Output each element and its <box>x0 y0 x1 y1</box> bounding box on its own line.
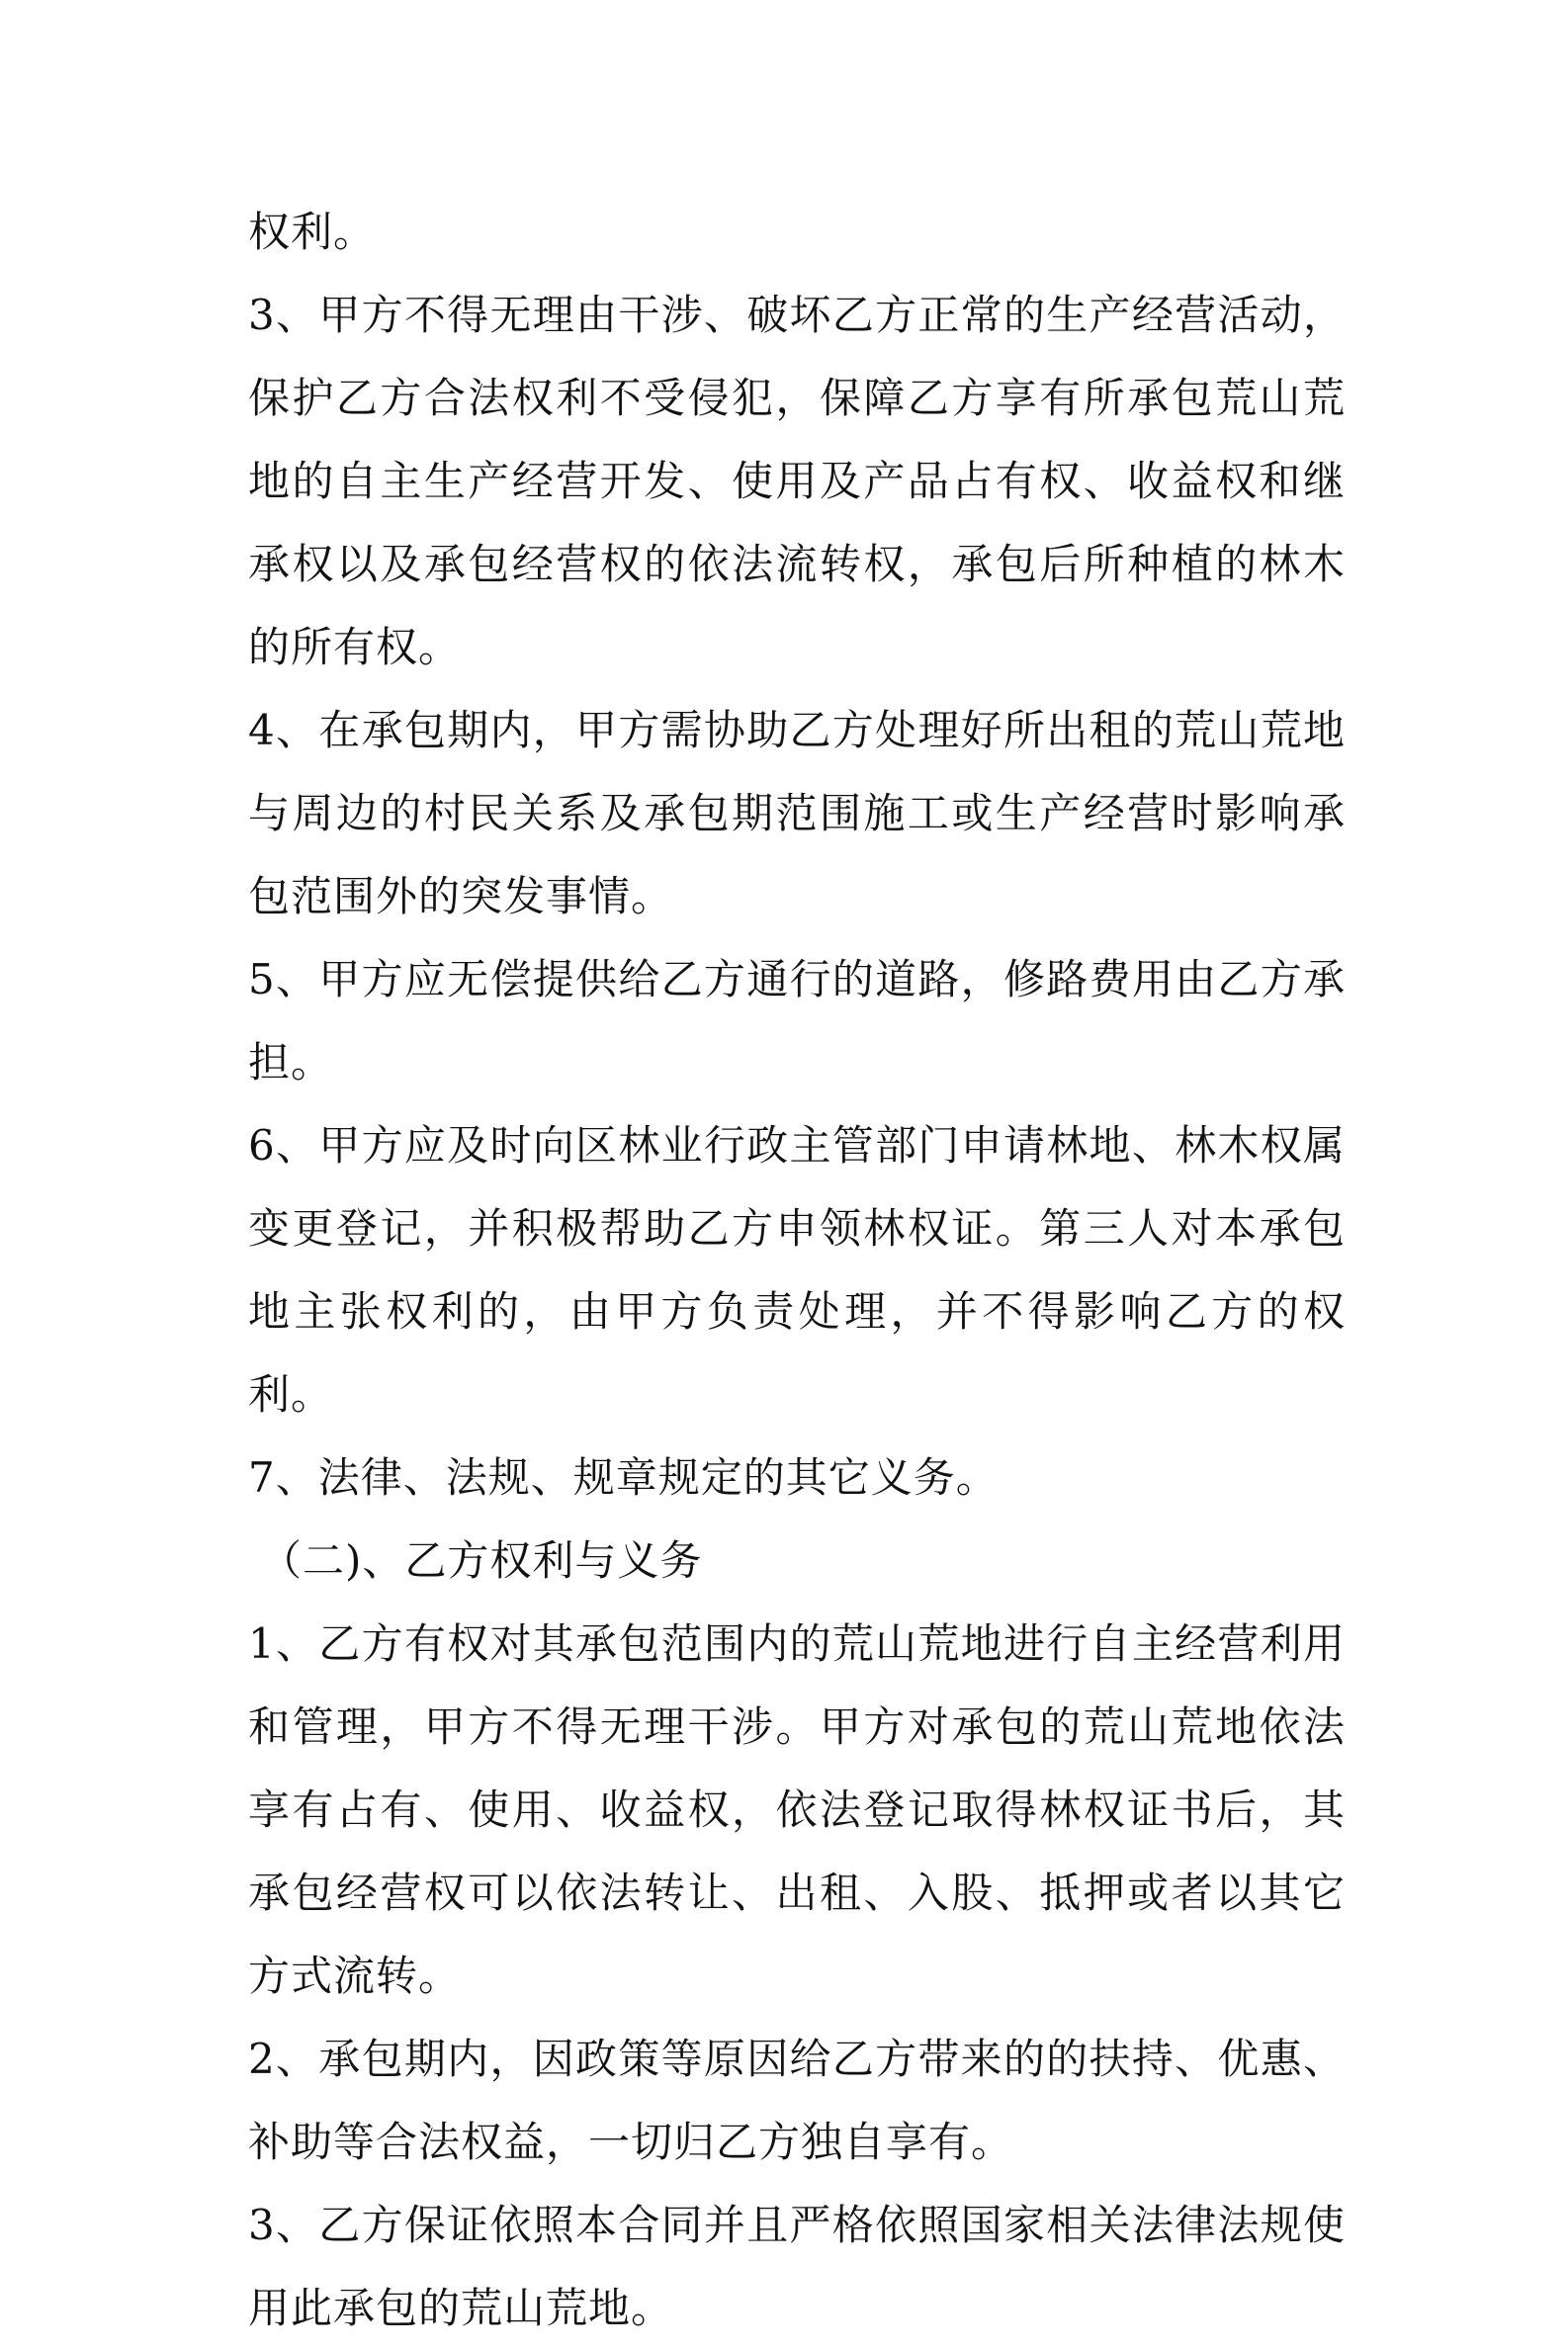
document-body <box>248 191 1346 2350</box>
paragraph-rights-end: 权利。 <box>248 208 377 256</box>
paragraph-party-b-item-1: 1、乙方有权对其承包范围内的荒山荒地进行自主经营利用和管理，甲方不得无理干涉。甲方对承包的荒山荒地依法享有占有、使用、收益权，依法登记取得林权证书后，其承包经营权可以依法转让、出租、入股、抵押或者以其它方式流转。 <box>248 1619 1346 2000</box>
paragraph-party-a-item-4: 4、在承包期内，甲方需协助乙方处理好所出租的荒山荒地与周边的村民关系及承包期范围施工或生产经营时影响承包范围外的突发事情。 <box>248 706 1346 920</box>
paragraph-party-a-item-6: 6、甲方应及时向区林业行政主管部门申请林地、林木权属变更登记，并积极帮助乙方申领林权证。第三人对本承包地主张权利的，由甲方负责处理，并不得影响乙方的权利。 <box>248 1121 1346 1419</box>
section-heading-party-b: （二)、乙方权利与义务 <box>260 1536 703 1585</box>
paragraph-party-a-item-7: 7、法律、法规、规章规定的其它义务。 <box>248 1453 999 1502</box>
paragraph-party-a-item-3: 3、甲方不得无理由干涉、破坏乙方正常的生产经营活动，保护乙方合法权利不受侵犯，保障乙方享有所承包荒山荒地的自主生产经营开发、使用及产品占有权、收益权和继承权以及承包经营权的依法流转权，承包后所种植的林木的所有权。 <box>248 291 1346 671</box>
paragraph-party-b-item-3: 3、乙方保证依照本合同并且严格依照国家相关法律法规使用此承包的荒山荒地。 <box>248 2201 1346 2332</box>
paragraph-party-a-item-5: 5、甲方应无偿提供给乙方通行的道路，修路费用由乙方承担。 <box>248 955 1346 1087</box>
paragraph-party-b-item-2: 2、承包期内，因政策等原因给乙方带来的的扶持、优惠、补助等合法权益，一切归乙方独自享有。 <box>248 2035 1346 2166</box>
